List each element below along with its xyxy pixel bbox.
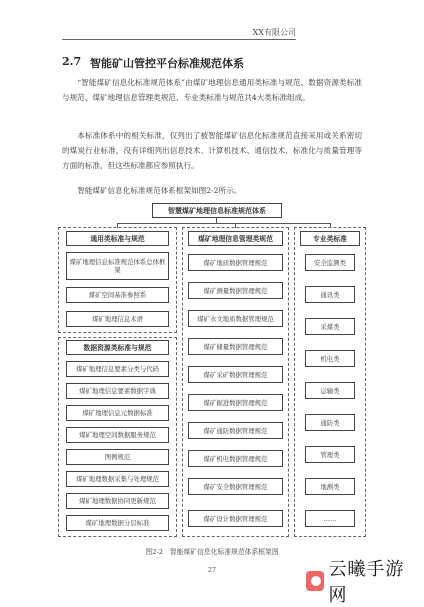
paragraph-2: 本标准体系中的相关标准，仅列出了被智能煤矿信息化标准规范直接采用或关系密切的煤炭行业标准，没有详细列出信息技术、计算机技术、通信技术、标准化与质量管理等方面的标准，但这些标准都应参照执行。 [62, 131, 362, 170]
management-item: 煤矿采矿数据管理规范 [188, 366, 283, 383]
paragraph-1: “智能煤矿信息化标准规范体系”由煤矿地理信息通用类标准与规范、数据资源类标准与规范、煤矿地理信息管理类规范、专业类标准与规范共4大类标准组成。 [62, 78, 362, 102]
page-header-company: XX有限公司 [252, 28, 296, 37]
professional-item: 采煤类 [305, 318, 355, 335]
management-item: 煤矿储量数据管理规范 [188, 338, 283, 355]
data-resource-item: 煤矿地理空间数据服务规范 [66, 427, 169, 443]
management-item: 煤矿水文地质数据管理规范 [188, 310, 283, 327]
diagram-root: 智慧煤矿地理信息标准规范体系 [152, 203, 282, 218]
data-resource-item: 图例规范 [66, 449, 169, 465]
general-item: 煤矿空间基准参照系 [66, 287, 169, 303]
management-item: 煤矿设计数据管理规范 [188, 510, 283, 527]
management-header: 煤矿地理信息管理类规范 [188, 231, 283, 246]
management-item: 煤矿测量数据管理规范 [188, 282, 283, 299]
header-rule [62, 39, 296, 40]
professional-item: 管理类 [305, 446, 355, 463]
data-resource-item: 煤矿地理数据协同更新规范 [66, 493, 169, 509]
professional-item: 地测类 [305, 478, 355, 495]
data-resource-item: 煤矿地理数据分层标准 [66, 515, 169, 531]
watermark-text: 云曦手游网 [328, 559, 405, 606]
general-header: 通用类标准与规范 [66, 231, 169, 246]
watermark [306, 559, 416, 606]
data-resource-header: 数据资源类标准与规范 [66, 340, 169, 355]
data-resource-item: 煤矿地理信息要素数据字典 [66, 383, 169, 399]
paragraph-3: 智能煤矿信息化标准规范体系框架如图2-2所示。 [77, 186, 242, 195]
page-number: 27 [207, 566, 217, 574]
branch-connector [117, 223, 330, 224]
general-item: 煤矿地理信息术语 [66, 311, 169, 327]
professional-item: 机电类 [305, 350, 355, 367]
data-resource-item: 煤矿地理数据采集与处理规范 [66, 471, 169, 487]
data-resource-item: 煤矿地理信息元数据标准 [66, 405, 169, 421]
management-item: 煤矿安全数据管理规范 [188, 478, 283, 495]
section-title: 智能矿山管控平台标准规范体系 [90, 57, 244, 70]
professional-header: 专业类标准 [300, 231, 360, 246]
management-item: 煤矿通防数据管理规范 [188, 422, 283, 439]
management-item: 煤矿机电数据管理规范 [188, 450, 283, 467]
general-item: 煤矿地理信息标准规范体系总体框架 [66, 252, 169, 280]
professional-item: 通防类 [305, 414, 355, 431]
management-item: 煤矿掘进数据管理规范 [188, 394, 283, 411]
professional-item: 运输类 [305, 382, 355, 399]
section-number: 2.7 [62, 55, 82, 68]
professional-item: 安全监测类 [305, 254, 355, 271]
watermark-logo-icon [306, 571, 324, 591]
professional-item: …… [305, 510, 355, 527]
figure-caption: 图2-2 智能煤矿信息化标准规范体系框架图 [145, 548, 279, 556]
data-resource-item: 煤矿地理信息要素分类与代码 [66, 361, 169, 377]
professional-item: 通讯类 [305, 286, 355, 303]
management-item: 煤矿地质数据管理规范 [188, 254, 283, 271]
